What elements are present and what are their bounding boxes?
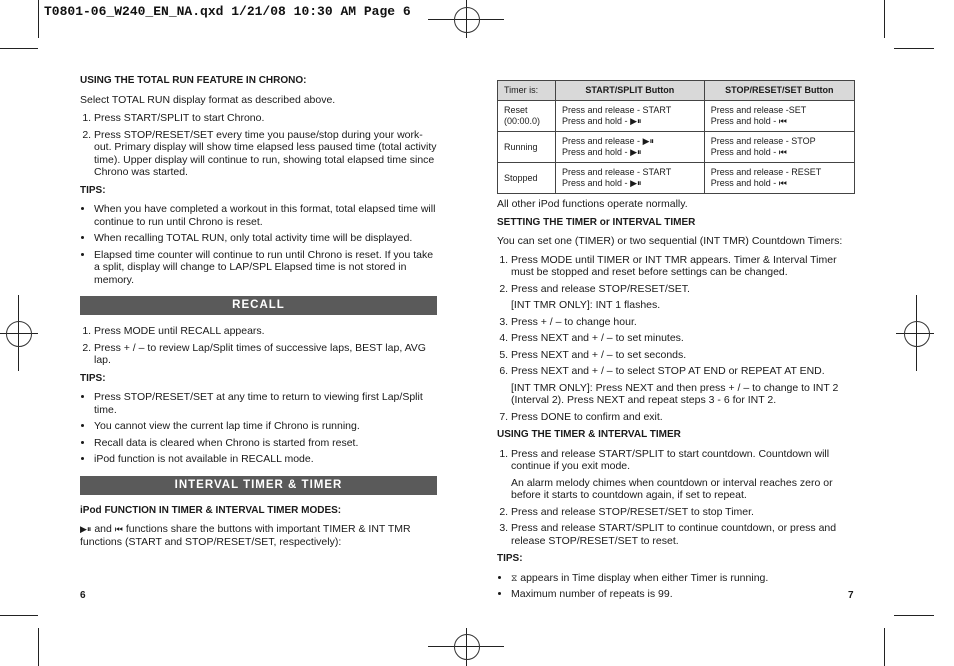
list-item: • iPod function is not available in RECALL mode. [94,453,437,466]
table-cell: Press and release - START Press and hold - ▶⏸ [556,163,705,194]
list-item: 7. Press DONE to confirm and exit. [511,411,855,424]
crop-mark [38,628,39,666]
right-page [497,80,855,607]
page-number: 6 [80,590,86,601]
step-list [80,325,437,367]
section-heading: USING THE TOTAL RUN FEATURE IN CHRONO: [80,75,307,86]
table-header: START/SPLIT Button [556,81,705,101]
list-item: • Recall data is cleared when Chrono is started from reset. [94,437,437,450]
table-cell: Press and release - START Press and hold - ▶⏸ [556,101,705,132]
registration-mark [454,634,480,660]
table-cell: Press and release -SET Press and hold - ⏮ [704,101,854,132]
skip-back-icon: ⏮ [778,147,787,157]
tips-label: TIPS: [497,553,523,564]
crop-mark [894,48,934,49]
step-list [497,448,855,548]
list-item: 2. Press and release STOP/RESET/SET. [INT TMR ONLY]: INT 1 flashes. [511,283,855,312]
play-pause-icon: ▶⏸ [630,147,642,157]
list-item: 2. Press and release STOP/RESET/SET to stop Timer. [511,506,855,519]
table-row [498,132,855,163]
table-cell: Running [498,132,556,163]
play-pause-icon: ▶⏸ [630,116,642,126]
section-heading: USING THE TIMER & INTERVAL TIMER [497,429,681,440]
step-list [497,254,855,424]
list-item: 1. Press START/SPLIT to start Chrono. [94,112,437,125]
paragraph: ▶⏸ and ⏮ functions share the buttons with important TIMER & INT TMR functions (START and STOP/RESET/SET, respectively): [80,523,411,548]
tips-list [497,572,855,601]
paragraph: You can set one (TIMER) or two sequential (INT TMR) Countdown Timers: [497,235,843,247]
crop-mark [38,0,39,38]
list-item: 3. Press and release START/SPLIT to continue countdown, or press and release STOP/RESET/SET to reset. [511,522,855,547]
crop-mark [0,615,38,616]
table-header: Timer is: [498,81,556,101]
skip-back-icon: ⏮ [778,116,787,126]
crop-mark [0,48,38,49]
list-item: 3. Press + / – to change hour. [511,316,855,329]
paragraph: Select TOTAL RUN display format as described above. [80,93,336,106]
registration-mark [6,321,32,347]
list-item: 1. Press MODE until RECALL appears. [94,325,437,338]
button-function-table [497,80,855,194]
step-note: An alarm melody chimes when countdown or interval reaches zero or before it starts to countdown again, if set to repeat. [511,476,833,501]
page-number: 7 [848,590,854,601]
table-row [498,101,855,132]
hourglass-icon: ⧖ [511,572,518,583]
section-heading: iPod FUNCTION IN TIMER & INTERVAL TIMER MODES: [80,504,342,516]
section-banner: INTERVAL TIMER & TIMER [80,476,437,495]
list-item: 1. Press and release START/SPLIT to start countdown. Countdown will continue if you exit mode. An alarm melody chimes when countdown or interval reaches zero or before it starts to countdown again, if set to repeat. [511,448,855,502]
list-item: 1. Press MODE until TIMER or INT TMR appears. Timer & Interval Timer must be stopped and reset before settings can be changed. [511,254,855,279]
list-item: 5. Press NEXT and + / – to set seconds. [511,349,855,362]
section-heading: SETTING THE TIMER or INTERVAL TIMER [497,216,696,228]
table-cell: Press and release - RESET Press and hold - ⏮ [704,163,854,194]
paragraph: All other iPod functions operate normally. [497,198,688,210]
tips-list [80,203,437,286]
skip-back-icon: ⏮ [114,524,123,534]
step-note: [INT TMR ONLY]: Press NEXT and then press + / – to change to INT 2 (Interval 2). Press NEXT and repeat steps 3 - 6 for INT 2. [511,381,839,406]
list-item: • Elapsed time counter will continue to run until Chrono is reset. If you take a split, display will change to LAP/SPL Elapsed time is not stored in memory. [94,249,437,287]
table-cell: Press and release - ▶⏸ Press and hold - ▶⏸ [556,132,705,163]
table-header: STOP/RESET/SET Button [704,81,854,101]
table-row [498,163,855,194]
tips-label: TIPS: [80,184,106,196]
list-item: • Press STOP/RESET/SET at any time to return to viewing first Lap/Split time. [94,391,437,416]
play-pause-icon: ▶⏸ [630,178,642,188]
section-banner: RECALL [80,296,437,315]
list-item: • ⧖ appears in Time display when either Timer is running. [511,572,855,585]
crop-mark [894,615,934,616]
skip-back-icon: ⏮ [778,178,787,188]
registration-mark [904,321,930,347]
left-page [80,75,437,554]
play-pause-icon: ▶⏸ [80,524,92,534]
list-item: • When recalling TOTAL RUN, only total activity time will be displayed. [94,232,437,245]
table-cell: Reset (00:00.0) [498,101,556,132]
tips-label: TIPS: [80,372,106,384]
table-header-row [498,81,855,101]
step-list [80,112,437,179]
list-item: • You cannot view the current lap time if Chrono is running. [94,420,437,433]
list-item: 4. Press NEXT and + / – to set minutes. [511,332,855,345]
table-cell: Stopped [498,163,556,194]
table-cell: Press and release - STOP Press and hold - ⏮ [704,132,854,163]
crop-mark [884,0,885,38]
play-pause-icon: ▶⏸ [642,136,654,146]
registration-mark [454,7,480,33]
crop-mark [884,628,885,666]
list-item: 2. Press + / – to review Lap/Split times of successive laps, BEST lap, AVG lap. [94,342,437,367]
list-item: 2. Press STOP/RESET/SET every time you pause/stop during your work-out. Primary display will show time elapsed less paused time (total activity time). Upper display will continue to run, showing total elapsed time since Chrono was started. [94,129,437,179]
tips-list [80,391,437,466]
file-slug: T0801-06_W240_EN_NA.qxd 1/21/08 10:30 AM Page 6 [44,4,411,19]
list-item: • Maximum number of repeats is 99. [511,588,855,601]
step-note: [INT TMR ONLY]: INT 1 flashes. [511,299,661,311]
list-item: 6. Press NEXT and + / – to select STOP AT END or REPEAT AT END. [INT TMR ONLY]: Press NEXT and then press + / – to change to INT 2 (Interval 2). Press NEXT and repeat steps 3 - 6 for INT 2. [511,365,855,407]
list-item: • When you have completed a workout in this format, total elapsed time will continue to run until Chrono is reset. [94,203,437,228]
